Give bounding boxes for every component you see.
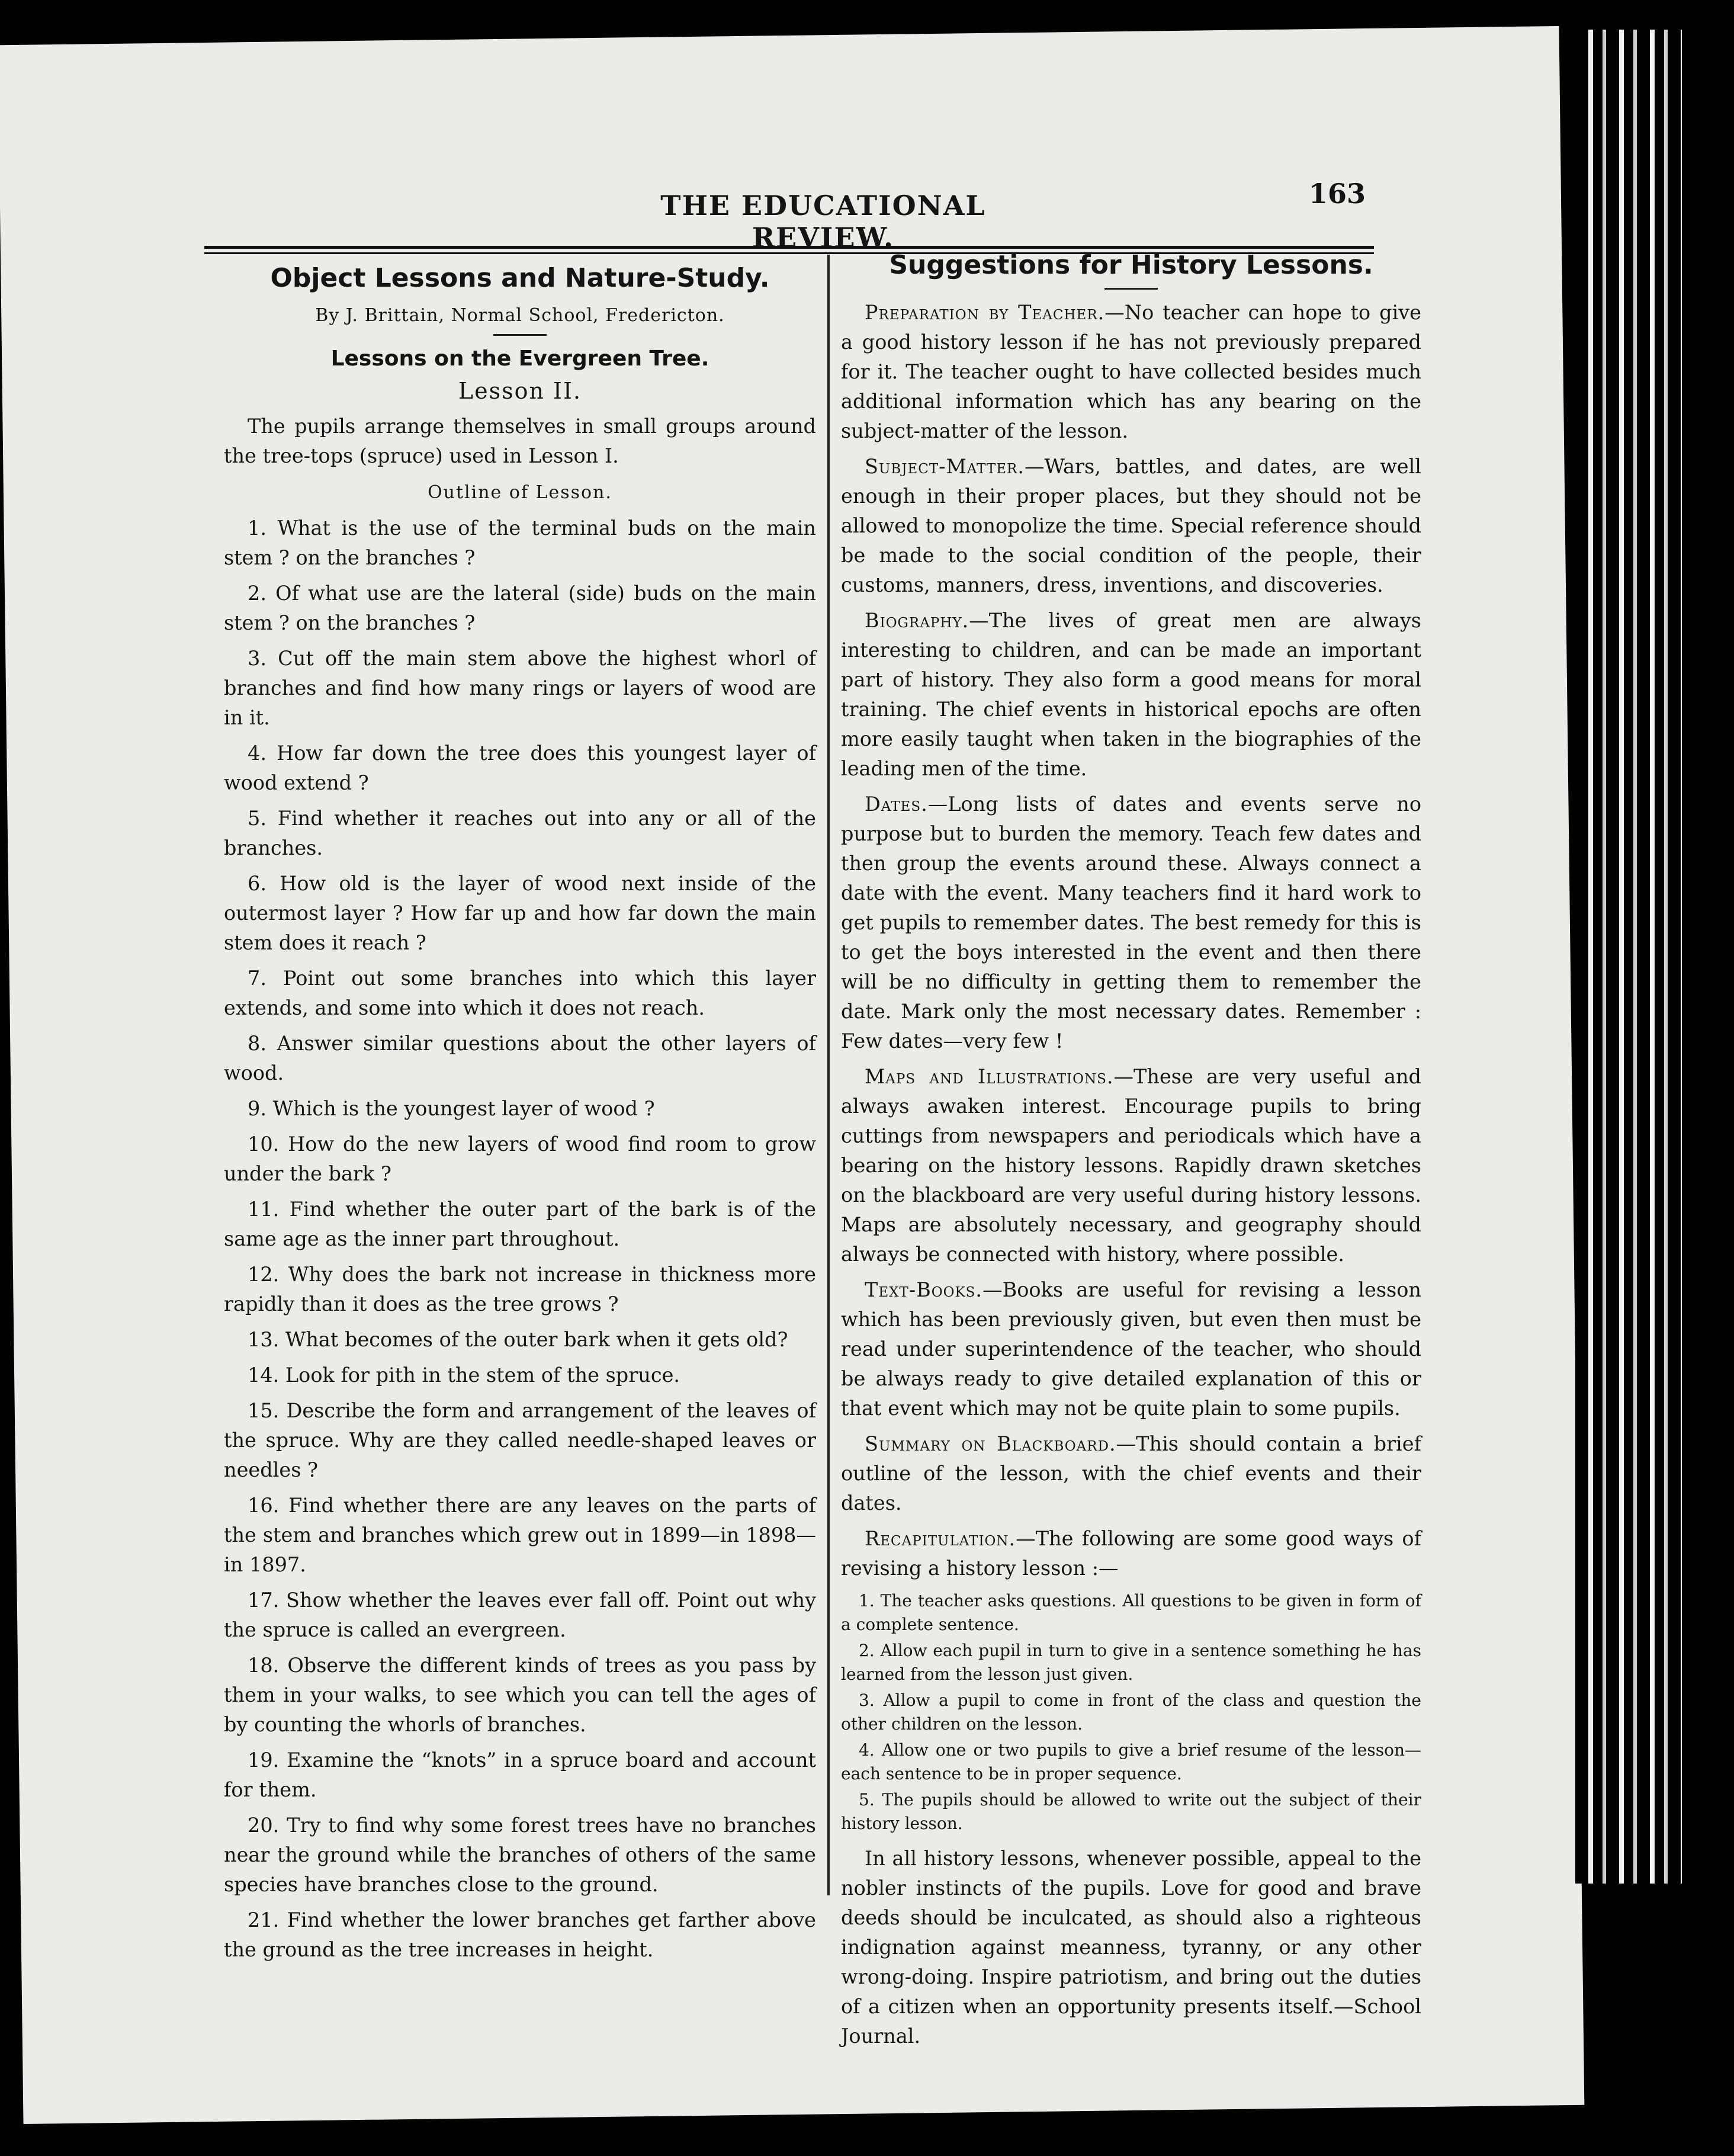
question-item: 4. How far down the tree does this youngest layer of wood extend ? [224,742,816,794]
question-list [224,514,816,1965]
question-item: 6. How old is the layer of wood next inside of the outermost layer ? How far up and how far down the main stem does it reach ? [224,872,816,954]
section-list [841,298,1421,1583]
section-text: —Wars, battles, and dates, are well enough in their proper places, but they should not be allowed to monopolize the time. Special reference should be made to the social condition of the people, their customs, manners, dress, inventions, and discoveries. [841,455,1421,596]
question-item: 13. What becomes of the outer bark when it gets old? [248,1328,788,1351]
title-rule [1104,288,1158,290]
section-text: —These are very useful and always awaken interest. Encourage pupils to bring cuttings from newspapers and periodicals which have a bearing on the history lessons. Rapidly drawn sketches on the blackboard are very useful during history lessons. Maps are absolutely necessary, and geography should always be connected with history, where possible. [841,1065,1421,1266]
question-item: 12. Why does the bark not increase in thickness more rapidly than it does as the tree grows ? [224,1263,816,1316]
section-text: —This should contain a brief outline of the lesson, with the chief events and their dates. [841,1432,1421,1515]
section-head: Recapitulation. [865,1527,1016,1550]
question-item: 14. Look for pith in the stem of the spruce. [248,1363,680,1387]
question-item: 11. Find whether the outer part of the bark is of the same age as the inner part throughout. [224,1198,816,1250]
byline: By J. Brittain, Normal School, Fredericton. [315,305,725,326]
section-text: —Long lists of dates and events serve no purpose but to burden the memory. Teach few dates and then group the events around these. Always connect a date with the event. Many teachers find it hard work to get pupils to remember dates. The best remedy for this is to get the boys interested in the event and then there will be no difficulty in getting them to remember the date. Mark only the most necessary dates. Remember : Few dates—very few ! [841,793,1421,1053]
revision-way: 4. Allow one or two pupils to give a brief resume of the lesson—each sentence to be in proper sequence. [841,1740,1421,1783]
history-section [841,790,1421,1056]
question-item: 7. Point out some branches into which this layer extends, and some into which it does not reach. [224,967,816,1019]
question-item: 5. Find whether it reaches out into any or all of the branches. [224,807,816,859]
question-item: 17. Show whether the leaves ever fall off. Point out why the spruce is called an evergreen. [224,1589,816,1641]
history-section [841,1524,1421,1583]
section-text: —The lives of great men are always interesting to children, and can be made an important part of history. They also form a good means for moral training. The chief events in historical epochs are often more easily taught when taken in the biographies of the leading men of the time. [841,609,1421,780]
section-text: —Books are useful for revising a lesson which has been previously given, but even then must be read under superintendence of the teacher, who should be always ready to give detailed explanation of this or that event which may not be quite plain to some pupils. [841,1278,1421,1420]
section-head: Text-Books. [865,1278,983,1301]
intro-paragraph: The pupils arrange themselves in small groups around the tree-tops (spruce) used in Lesson I. [224,415,816,467]
history-section [841,298,1421,446]
article-title: Object Lessons and Nature-Study. [270,263,770,293]
article-subtitle: Lessons on the Evergreen Tree. [330,346,709,371]
book-edge [1575,30,1682,1884]
outline-heading: Outline of Lesson. [428,482,612,503]
title-rule [493,334,547,336]
left-column [224,261,816,1971]
question-item: 18. Observe the different kinds of trees as you pass by them in your walks, to see which you can tell the ages of by counting the whorls of branches. [224,1654,816,1736]
section-text: —The following are some good ways of revising a history lesson :— [841,1527,1421,1580]
lesson-heading: Lesson II. [458,378,582,404]
question-item: 19. Examine the “knots” in a spruce board and account for them. [224,1748,816,1801]
running-head: THE EDUCATIONAL REVIEW. [660,190,986,254]
question-item: 20. Try to find why some forest trees have no branches near the ground while the branches of others of the same species have branches close to the ground. [224,1814,816,1896]
revision-way: 3. Allow a pupil to come in front of the class and question the other children on the lesson. [841,1690,1421,1734]
section-head: Biography. [865,609,969,632]
revision-way: 5. The pupils should be allowed to write out the subject of their history lesson. [841,1790,1421,1833]
revision-way: 2. Allow each pupil in turn to give in a sentence something he has learned from the lesson just given. [841,1641,1421,1684]
question-item: 10. How do the new layers of wood find room to grow under the bark ? [224,1132,816,1185]
section-head: Summary on Blackboard. [865,1432,1116,1455]
page-number: 163 [1309,178,1366,210]
closing-paragraph: In all history lessons, whenever possible, appeal to the nobler instincts of the pupils. Love for good and brave deeds should be inculcated, as should also a righteous indignation against meanness, tyranny, or any other wrong-doing. Inspire patriotism, and bring out the duties of a citizen when an opportunity presents itself.—School Journal. [841,1847,1421,2048]
ways-list [841,1589,1421,1836]
section-text: —No teacher can hope to give a good history lesson if he has not previously prepared for it. The teacher ought to have collected besides much additional information which has any bearing on the subject-matter of the lesson. [841,301,1421,442]
section-head: Maps and Illustrations. [865,1065,1114,1088]
history-section [841,1429,1421,1518]
question-item: 3. Cut off the main stem above the highest whorl of branches and find how many rings or layers of wood are in it. [224,647,816,729]
question-item: 8. Answer similar questions about the other layers of wood. [224,1032,816,1085]
history-section [841,452,1421,600]
history-section [841,1062,1421,1269]
history-section [841,1275,1421,1423]
question-item: 16. Find whether there are any leaves on the parts of the stem and branches which grew out in 1899—in 1898— in 1897. [224,1494,816,1576]
history-section [841,606,1421,784]
article-title: Suggestions for History Lessons. [889,250,1373,280]
right-column [841,248,1421,2057]
question-item: 21. Find whether the lower branches get farther above the ground as the tree increases in height. [224,1908,816,1961]
section-head: Dates. [865,793,928,816]
question-item: 15. Describe the form and arrangement of the leaves of the spruce. Why are they called needle-shaped leaves or needles ? [224,1399,816,1481]
section-head: Preparation by Teacher. [865,301,1105,324]
question-item: 9. Which is the youngest layer of wood ? [248,1097,655,1120]
column-divider [827,255,830,1895]
question-item: 2. Of what use are the lateral (side) buds on the main stem ? on the branches ? [224,582,816,634]
question-item: 1. What is the use of the terminal buds on the main stem ? on the branches ? [224,516,816,569]
revision-way: 1. The teacher asks questions. All questions to be given in form of a complete sentence. [841,1591,1421,1634]
section-head: Subject-Matter. [865,455,1025,478]
